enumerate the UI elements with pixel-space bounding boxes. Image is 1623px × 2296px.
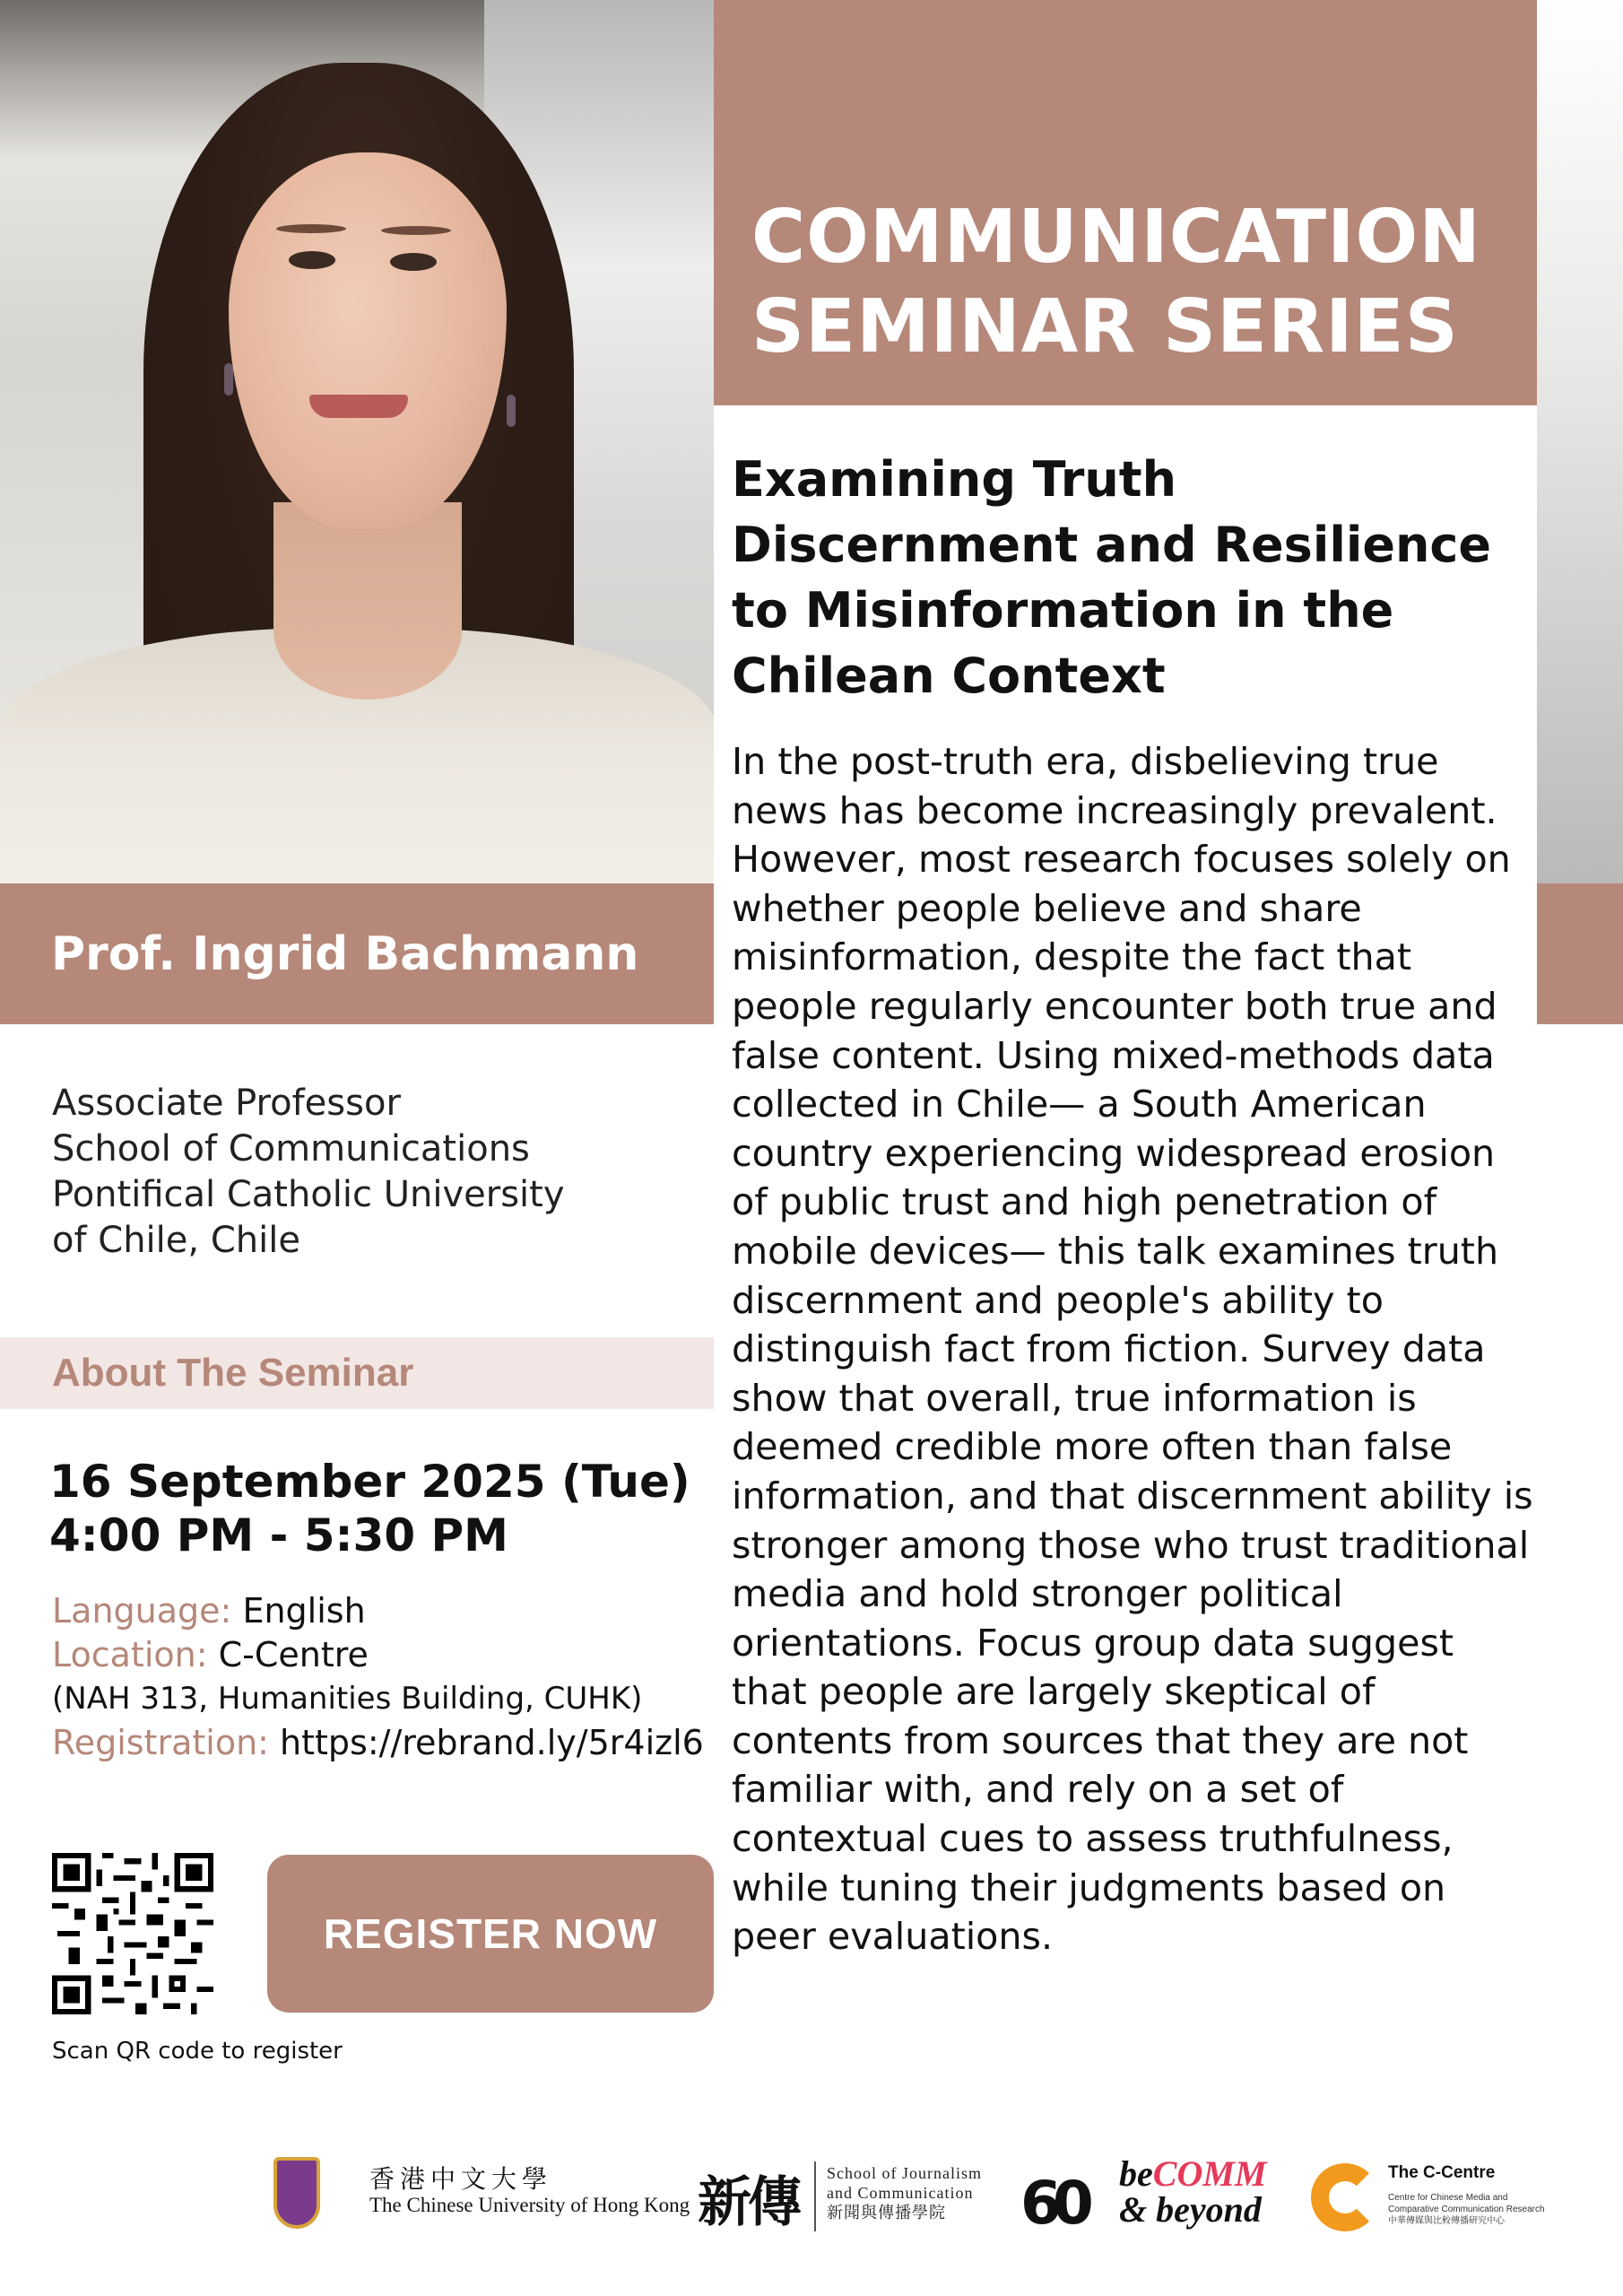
series-title-line-2: SEMINAR SERIES [751,284,1459,370]
c-centre-title: The C-Centre [1388,2163,1496,2182]
sjc-logo-mark [698,2160,798,2237]
sponsor-logos [0,2144,1623,2251]
c-centre-sub-line: Centre for Chinese Media and [1388,2193,1508,2203]
c-centre-sub-line: Comparative Communication Research [1388,2205,1545,2214]
becomm-be: be [1119,2153,1153,2194]
sjc-name-line: and Communication [827,2184,974,2202]
cuhk-crest-icon [273,2157,320,2229]
sjc-name-line: School of Journalism [827,2164,982,2182]
about-label: About The Seminar [52,1351,414,1395]
speaker-name: Prof. Ingrid Bachmann [51,927,639,981]
talk-title: Examining Truth Discernment and Resilience to Misinformation in the Chilean Context [732,451,1492,704]
seminar-time: 4:00 PM - 5:30 PM [49,1509,508,1561]
c-centre-sub-line: 中華傳媒與比較傳播研究中心 [1388,2216,1505,2226]
registration-label: Registration: [52,1723,269,1762]
seminar-datetime [49,1455,690,1562]
language-row [52,1589,716,1633]
location-label: Location: [52,1635,208,1674]
register-now-button[interactable]: REGISTER NOW [267,1855,714,2013]
location-detail: (NAH 313, Humanities Building, CUHK) [52,1681,643,1717]
seminar-date: 16 September 2025 (Tue) [49,1456,690,1508]
affiliation-line: Pontifical Catholic University [52,1174,565,1215]
cuhk-name-en: The Chinese University of Hong Kong [369,2194,690,2216]
location-value: C-Centre [218,1635,369,1674]
sjc-divider [814,2161,816,2231]
c-centre-logo-icon [1311,2163,1379,2231]
affiliation-line: School of Communications [52,1128,530,1170]
sjc-name-zh: 新聞與傳播學院 [827,2204,946,2222]
speaker-affiliation [52,1081,680,1264]
seminar-details [52,1589,716,1765]
series-title-line-1: COMMUNICATION [751,195,1481,280]
becomm-beyond: & beyond [1119,2189,1262,2230]
qr-code-icon[interactable] [52,1853,213,2014]
affiliation-line: Associate Professor [52,1083,401,1124]
registration-link[interactable]: https://rebrand.ly/5r4izl6 [280,1723,704,1762]
series-title [751,193,1523,372]
becomm-logo-text [1119,2153,1267,2230]
right-edge-decoration [1537,0,1623,884]
becomm-comm: COMM [1152,2153,1267,2194]
sjc-mark-text: 新傳 [698,2171,798,2234]
cuhk-name-zh: 香港中文大學 [369,2164,553,2194]
talk-abstract: In the post-truth era, disbelieving true news has become increasingly prevalent. However, most research focuses solely on whether people believe and share misinformation, despite the fact that people regularly encounter both true and false content. Using mixed-methods data collected in Chile— a South American country experiencing widespread erosion of public trust and high penetration of mobile devices— this talk examines truth discernment and people's ability to distinguish fact from fiction. Survey data show that overall, true information is deemed credible more often than false information, and that discernment ability is stronger among those who trust traditional media and hold stronger political orientations. Focus group data suggest that people are largely skeptical of contents from sources that they are not familiar with, and rely on a set of contextual cues to assess truthfulness, while tuning their judgments based on peer evaluations. [732,740,1533,1959]
language-value: English [242,1591,366,1631]
registration-row [52,1721,716,1765]
location-row [52,1633,716,1677]
c-centre-subtitle [1388,2192,1545,2227]
qr-caption: Scan QR code to register [52,2038,343,2065]
affiliation-line: of Chile, Chile [52,1220,300,1261]
language-label: Language: [52,1591,232,1631]
speaker-photo [0,0,717,888]
sjc-name [827,2163,982,2222]
becomm-60-mark: 60 [1020,2169,1085,2238]
